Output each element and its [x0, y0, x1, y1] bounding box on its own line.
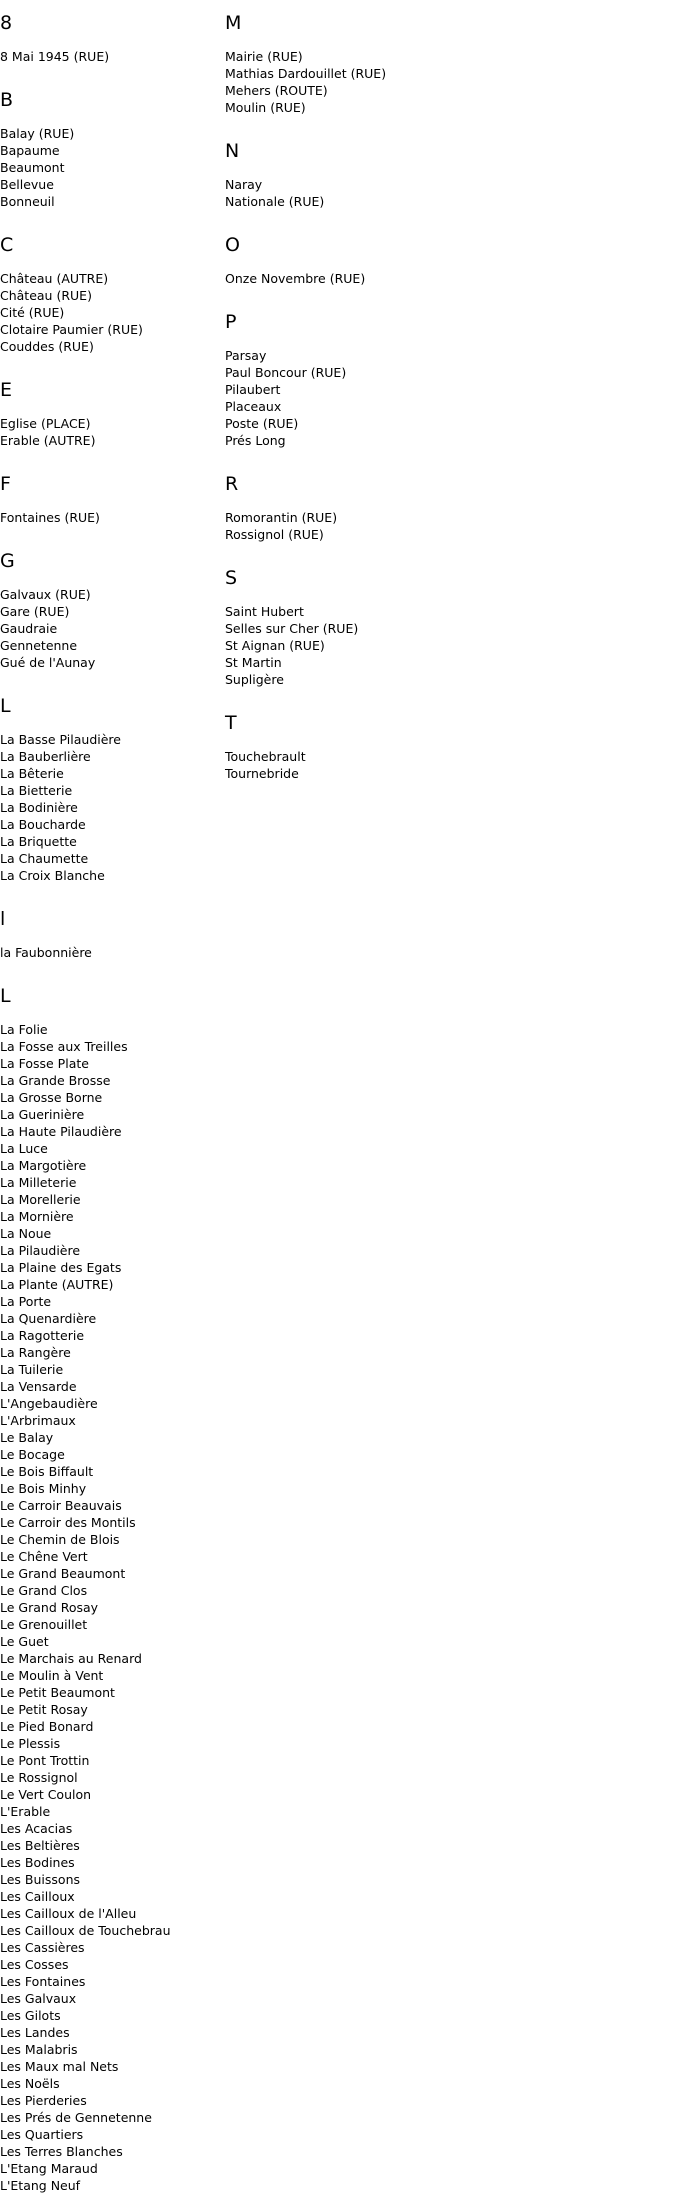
- street-link[interactable]: La Guerinière: [0, 1107, 85, 1122]
- street-link[interactable]: La Haute Pilaudière: [0, 1124, 122, 1139]
- street-link[interactable]: Les Pierderies: [0, 2093, 87, 2108]
- street-link[interactable]: St Aignan (RUE): [225, 638, 325, 653]
- street-link[interactable]: Le Petit Rosay: [0, 1702, 88, 1717]
- street-link[interactable]: La Plaine des Egats: [0, 1260, 122, 1275]
- street-link[interactable]: Pilaubert: [225, 382, 281, 397]
- street-link[interactable]: La Pilaudière: [0, 1243, 81, 1258]
- street-link[interactable]: Les Landes: [0, 2025, 70, 2040]
- street-link[interactable]: Bapaume: [0, 143, 60, 158]
- letter-group: [225, 567, 450, 688]
- street-link[interactable]: Le Bois Minhy: [0, 1481, 87, 1496]
- street-link[interactable]: Bellevue: [0, 177, 54, 192]
- letter-heading: F: [0, 473, 11, 495]
- street-link[interactable]: L'Angebaudière: [0, 1396, 98, 1411]
- street-link[interactable]: La Vensarde: [0, 1379, 77, 1394]
- street-link[interactable]: Les Maux mal Nets: [0, 2059, 119, 2074]
- street-link[interactable]: L'Arbrimaux: [0, 1413, 76, 1428]
- street-link[interactable]: Le Petit Beaumont: [0, 1685, 115, 1700]
- street-link[interactable]: La Margotière: [0, 1158, 87, 1173]
- street-link[interactable]: Le Pied Bonard: [0, 1719, 94, 1734]
- street-list: [0, 48, 225, 65]
- street-link[interactable]: Parsay: [225, 348, 267, 363]
- letter-group: [0, 89, 225, 210]
- street-list: [0, 509, 225, 526]
- street-link[interactable]: Le Chêne Vert: [0, 1549, 88, 1564]
- street-link[interactable]: Le Grenouillet: [0, 1617, 88, 1632]
- street-link[interactable]: Le Grand Beaumont: [0, 1566, 126, 1581]
- street-link[interactable]: La Mornière: [0, 1209, 74, 1224]
- street-list: [225, 270, 450, 287]
- letter-group: [225, 712, 450, 782]
- street-list: [225, 176, 450, 210]
- street-link[interactable]: Rossignol (RUE): [225, 527, 324, 542]
- street-link[interactable]: La Croix Blanche: [0, 868, 105, 883]
- street-link[interactable]: Le Moulin à Vent: [0, 1668, 104, 1683]
- street-link[interactable]: Le Pont Trottin: [0, 1753, 90, 1768]
- street-link[interactable]: Moulin (RUE): [225, 100, 306, 115]
- street-link[interactable]: Les Cassières: [0, 1940, 85, 1955]
- letter-group: [0, 12, 225, 65]
- street-link[interactable]: La Bêterie: [0, 766, 64, 781]
- street-link[interactable]: Romorantin (RUE): [225, 510, 338, 525]
- letter-heading: B: [0, 89, 14, 111]
- street-link[interactable]: La Bodinière: [0, 800, 78, 815]
- letter-group: [225, 473, 450, 543]
- letter-group: [225, 12, 450, 116]
- street-link[interactable]: Gué de l'Aunay: [0, 655, 96, 670]
- street-link[interactable]: La Bietterie: [0, 783, 73, 798]
- street-link[interactable]: Château (RUE): [0, 288, 92, 303]
- street-link[interactable]: La Quenardière: [0, 1311, 97, 1326]
- street-link[interactable]: L'Etang Neuf: [0, 2178, 81, 2193]
- street-link[interactable]: La Luce: [0, 1141, 48, 1156]
- street-link[interactable]: Les Gilots: [0, 2008, 61, 2023]
- street-link[interactable]: Château (AUTRE): [0, 271, 109, 286]
- street-link[interactable]: Gennetenne: [0, 638, 78, 653]
- letter-group: [0, 379, 225, 449]
- street-link[interactable]: Les Bodines: [0, 1855, 75, 1870]
- street-link[interactable]: La Porte: [0, 1294, 52, 1309]
- street-link[interactable]: Eglise (PLACE): [0, 416, 91, 431]
- letter-group: [0, 234, 225, 355]
- street-link[interactable]: Les Terres Blanches: [0, 2144, 123, 2159]
- street-link[interactable]: La Rangère: [0, 1345, 71, 1360]
- letter-group: [225, 140, 450, 210]
- street-link[interactable]: La Bauberlière: [0, 749, 91, 764]
- street-link[interactable]: La Fosse aux Treilles: [0, 1039, 128, 1054]
- street-link[interactable]: Beaumont: [0, 160, 65, 175]
- street-link[interactable]: Le Bocage: [0, 1447, 65, 1462]
- letter-heading: R: [225, 473, 239, 495]
- street-link[interactable]: Les Cailloux de l'Alleu: [0, 1906, 137, 1921]
- letter-group: [0, 985, 225, 2194]
- street-link[interactable]: Le Grand Rosay: [0, 1600, 99, 1615]
- street-list: [0, 415, 225, 449]
- street-link[interactable]: Bonneuil: [0, 194, 55, 209]
- street-link[interactable]: Mathias Dardouillet (RUE): [225, 66, 387, 81]
- street-list: [0, 270, 225, 355]
- street-link[interactable]: Fontaines (RUE): [0, 510, 100, 525]
- street-link[interactable]: Le Bois Biffault: [0, 1464, 94, 1479]
- street-link[interactable]: La Briquette: [0, 834, 77, 849]
- letter-heading: T: [225, 712, 237, 734]
- street-link[interactable]: Galvaux (RUE): [0, 587, 91, 602]
- street-link[interactable]: La Tuilerie: [0, 1362, 64, 1377]
- street-link[interactable]: Le Guet: [0, 1634, 49, 1649]
- street-link[interactable]: St Martin: [225, 655, 282, 670]
- street-link[interactable]: Les Cailloux de Touchebrau: [0, 1923, 171, 1938]
- street-link[interactable]: La Grosse Borne: [0, 1090, 103, 1105]
- letter-heading: L: [0, 985, 11, 1007]
- street-link[interactable]: Le Carroir des Montils: [0, 1515, 136, 1530]
- street-link[interactable]: Les Galvaux: [0, 1991, 77, 2006]
- street-link[interactable]: La Fosse Plate: [0, 1056, 89, 1071]
- street-link[interactable]: Nationale (RUE): [225, 194, 325, 209]
- letter-heading: M: [225, 12, 242, 34]
- street-link[interactable]: Placeaux: [225, 399, 282, 414]
- letter-heading: G: [0, 550, 15, 572]
- street-link[interactable]: Les Noëls: [0, 2076, 60, 2091]
- letter-group: [225, 234, 450, 287]
- street-link[interactable]: Clotaire Paumier (RUE): [0, 322, 143, 337]
- street-link[interactable]: La Milleterie: [0, 1175, 77, 1190]
- street-link[interactable]: La Ragotterie: [0, 1328, 85, 1343]
- street-link[interactable]: la Faubonnière: [0, 945, 92, 960]
- street-link[interactable]: La Boucharde: [0, 817, 86, 832]
- street-link[interactable]: L'Etang Maraud: [0, 2161, 98, 2176]
- letter-group: [0, 550, 225, 671]
- street-link[interactable]: Prés Long: [225, 433, 286, 448]
- street-link[interactable]: Le Rossignol: [0, 1770, 78, 1785]
- street-link[interactable]: Les Quartiers: [0, 2127, 84, 2142]
- letter-group: [225, 311, 450, 449]
- street-link[interactable]: Les Cosses: [0, 1957, 69, 1972]
- street-link[interactable]: La Basse Pilaudière: [0, 732, 121, 747]
- street-link[interactable]: Les Cailloux: [0, 1889, 75, 1904]
- letter-heading: S: [225, 567, 238, 589]
- street-link[interactable]: La Plante (AUTRE): [0, 1277, 114, 1292]
- street-link[interactable]: La Folie: [0, 1022, 48, 1037]
- street-list: [225, 603, 450, 688]
- street-link[interactable]: Le Balay: [0, 1430, 54, 1445]
- street-link[interactable]: Balay (RUE): [0, 126, 75, 141]
- street-link[interactable]: Le Carroir Beauvais: [0, 1498, 122, 1513]
- street-list: [225, 509, 450, 543]
- street-link[interactable]: Gaudraie: [0, 621, 58, 636]
- street-link[interactable]: Les Fontaines: [0, 1974, 86, 1989]
- street-list: [0, 731, 225, 884]
- street-link[interactable]: Poste (RUE): [225, 416, 299, 431]
- street-link[interactable]: Selles sur Cher (RUE): [225, 621, 359, 636]
- letter-heading: C: [0, 234, 14, 256]
- letter-heading: O: [225, 234, 240, 256]
- letter-heading: N: [225, 140, 240, 162]
- street-link[interactable]: Les Buissons: [0, 1872, 80, 1887]
- street-link[interactable]: L'Erable: [0, 1804, 51, 1819]
- street-link[interactable]: Tournebride: [225, 766, 299, 781]
- street-list: [0, 1021, 225, 2194]
- letter-heading: 8: [0, 12, 13, 34]
- street-link[interactable]: Couddes (RUE): [0, 339, 94, 354]
- street-list: [0, 125, 225, 210]
- street-link[interactable]: 8 Mai 1945 (RUE): [0, 49, 110, 64]
- street-link[interactable]: Supligère: [225, 672, 284, 687]
- street-link[interactable]: Naray: [225, 177, 263, 192]
- letter-group: [0, 908, 225, 961]
- letter-group: [0, 473, 225, 526]
- street-link[interactable]: Mehers (ROUTE): [225, 83, 328, 98]
- street-index-right-column: [225, 0, 450, 782]
- street-link[interactable]: Le Chemin de Blois: [0, 1532, 120, 1547]
- letter-group: [0, 695, 225, 884]
- letter-heading: E: [0, 379, 13, 401]
- street-link[interactable]: Erable (AUTRE): [0, 433, 96, 448]
- street-link[interactable]: Les Acacias: [0, 1821, 73, 1836]
- street-link[interactable]: Onze Novembre (RUE): [225, 271, 366, 286]
- street-link[interactable]: Les Malabris: [0, 2042, 78, 2057]
- street-list: [225, 347, 450, 449]
- street-list: [225, 48, 450, 116]
- street-link[interactable]: Mairie (RUE): [225, 49, 303, 64]
- street-link[interactable]: Le Marchais au Renard: [0, 1651, 142, 1666]
- street-link[interactable]: La Morellerie: [0, 1192, 81, 1207]
- street-list: [0, 944, 225, 961]
- street-link[interactable]: Les Prés de Gennetenne: [0, 2110, 152, 2125]
- street-index-left-column: [0, 0, 225, 2194]
- street-list: [225, 748, 450, 782]
- street-link[interactable]: La Grande Brosse: [0, 1073, 111, 1088]
- letter-heading: P: [225, 311, 237, 333]
- street-link[interactable]: Gare (RUE): [0, 604, 70, 619]
- street-link[interactable]: Saint Hubert: [225, 604, 304, 619]
- street-link[interactable]: Les Beltières: [0, 1838, 80, 1853]
- street-link[interactable]: Touchebrault: [225, 749, 306, 764]
- street-list: [0, 586, 225, 671]
- street-link[interactable]: Cité (RUE): [0, 305, 65, 320]
- street-link[interactable]: Le Vert Coulon: [0, 1787, 92, 1802]
- letter-heading: l: [0, 908, 6, 930]
- street-link[interactable]: Paul Boncour (RUE): [225, 365, 347, 380]
- street-link[interactable]: La Noue: [0, 1226, 52, 1241]
- street-link[interactable]: Le Grand Clos: [0, 1583, 88, 1598]
- street-link[interactable]: Le Plessis: [0, 1736, 61, 1751]
- letter-heading: L: [0, 695, 11, 717]
- street-link[interactable]: La Chaumette: [0, 851, 89, 866]
